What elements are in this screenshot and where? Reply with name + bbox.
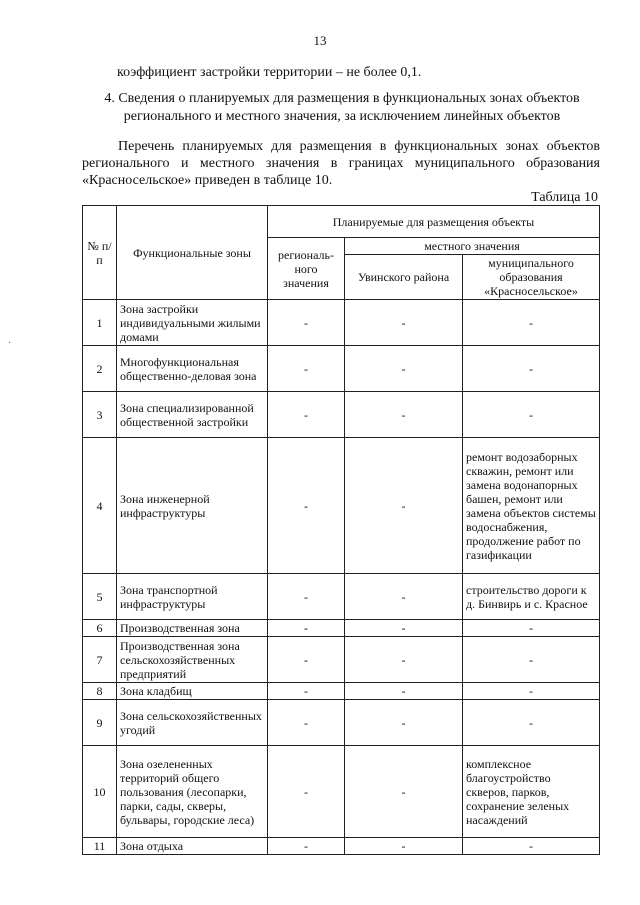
district-value: - bbox=[345, 838, 463, 855]
regional-value: - bbox=[268, 838, 345, 855]
table-row bbox=[83, 683, 600, 700]
district-value: - bbox=[345, 683, 463, 700]
row-number: 7 bbox=[83, 637, 117, 683]
header-local: местного значения bbox=[345, 238, 600, 255]
table-row bbox=[83, 838, 600, 855]
district-value: - bbox=[345, 392, 463, 438]
zone-name: Зона специализированной общественной застройки bbox=[117, 392, 268, 438]
table-row bbox=[83, 620, 600, 637]
regional-value: - bbox=[268, 438, 345, 574]
regional-value: - bbox=[268, 746, 345, 838]
row-number: 11 bbox=[83, 838, 117, 855]
header-planned: Планируемые для размещения объекты bbox=[268, 206, 600, 238]
section-title bbox=[82, 90, 602, 126]
municipal-value: ремонт водозаборных скважин, ремонт или замена водонапорных башен, ремонт или замена объектов системы водоснабжения, продолжение работ по газификации bbox=[463, 438, 600, 574]
zone-name: Зона инженерной инфраструктуры bbox=[117, 438, 268, 574]
zone-name: Производственная зона сельскохозяйственных предприятий bbox=[117, 637, 268, 683]
row-number: 4 bbox=[83, 438, 117, 574]
intro-line: коэффициент застройки территории – не более 0,1. bbox=[117, 65, 422, 80]
table-row bbox=[83, 700, 600, 746]
district-value: - bbox=[345, 700, 463, 746]
municipal-value: строительство дороги к д. Бинвирь и с. Красное bbox=[463, 574, 600, 620]
zone-name: Зона транспортной инфраструктуры bbox=[117, 574, 268, 620]
municipal-value: комплексное благоустройство скверов, парков, сохранение зеленых насаждений bbox=[463, 746, 600, 838]
municipal-value: - bbox=[463, 392, 600, 438]
district-value: - bbox=[345, 746, 463, 838]
row-number: 8 bbox=[83, 683, 117, 700]
district-value: - bbox=[345, 438, 463, 574]
table-row bbox=[83, 392, 600, 438]
regional-value: - bbox=[268, 620, 345, 637]
zone-name: Зона озелененных территорий общего пользования (лесопарки, парки, сады, скверы, бульвары, городские леса) bbox=[117, 746, 268, 838]
row-number: 3 bbox=[83, 392, 117, 438]
header-district: Увинского района bbox=[345, 255, 463, 300]
table-row bbox=[83, 637, 600, 683]
section-title-line-1: 4. Сведения о планируемых для размещения в функциональных зонах объектов bbox=[104, 91, 580, 106]
table-caption: Таблица 10 bbox=[531, 190, 598, 205]
row-number: 10 bbox=[83, 746, 117, 838]
regional-value: - bbox=[268, 392, 345, 438]
regional-value: - bbox=[268, 683, 345, 700]
regional-value: - bbox=[268, 637, 345, 683]
district-value: - bbox=[345, 574, 463, 620]
table-row bbox=[83, 300, 600, 346]
zone-name: Зона кладбищ bbox=[117, 683, 268, 700]
page-number: 13 bbox=[313, 33, 327, 48]
municipal-value: - bbox=[463, 346, 600, 392]
header-num: № п/п bbox=[83, 206, 117, 300]
municipal-value: - bbox=[463, 838, 600, 855]
zone-name: Зона отдыха bbox=[117, 838, 268, 855]
municipal-value: - bbox=[463, 637, 600, 683]
table-row bbox=[83, 438, 600, 574]
header-municipal: муниципального образования «Красносельское» bbox=[463, 255, 600, 300]
district-value: - bbox=[345, 620, 463, 637]
section-title-line-2: регионального и местного значения, за исключением линейных объектов bbox=[123, 109, 561, 124]
objects-table bbox=[82, 205, 600, 855]
district-value: - bbox=[345, 300, 463, 346]
regional-value: - bbox=[268, 300, 345, 346]
zone-name: Многофункциональная общественно-деловая зона bbox=[117, 346, 268, 392]
table-row bbox=[83, 574, 600, 620]
zone-name: Зона застройки индивидуальными жилыми домами bbox=[117, 300, 268, 346]
table-row bbox=[83, 746, 600, 838]
row-number: 1 bbox=[83, 300, 117, 346]
table-row bbox=[83, 346, 600, 392]
intro-paragraph: Перечень планируемых для размещения в функциональных зонах объектов регионального и местного значения в границах муниципального образования «Красносельское» приведен в таблице 10. bbox=[82, 139, 600, 188]
regional-value: - bbox=[268, 346, 345, 392]
margin-mark: · bbox=[8, 338, 12, 349]
regional-value: - bbox=[268, 700, 345, 746]
header-regional: региональ-ного значения bbox=[268, 238, 345, 300]
row-number: 5 bbox=[83, 574, 117, 620]
municipal-value: - bbox=[463, 300, 600, 346]
municipal-value: - bbox=[463, 683, 600, 700]
row-number: 9 bbox=[83, 700, 117, 746]
zone-name: Зона сельскохозяйственных угодий bbox=[117, 700, 268, 746]
municipal-value: - bbox=[463, 620, 600, 637]
row-number: 2 bbox=[83, 346, 117, 392]
municipal-value: - bbox=[463, 700, 600, 746]
row-number: 6 bbox=[83, 620, 117, 637]
zone-name: Производственная зона bbox=[117, 620, 268, 637]
district-value: - bbox=[345, 637, 463, 683]
header-zones: Функциональные зоны bbox=[117, 206, 268, 300]
regional-value: - bbox=[268, 574, 345, 620]
district-value: - bbox=[345, 346, 463, 392]
